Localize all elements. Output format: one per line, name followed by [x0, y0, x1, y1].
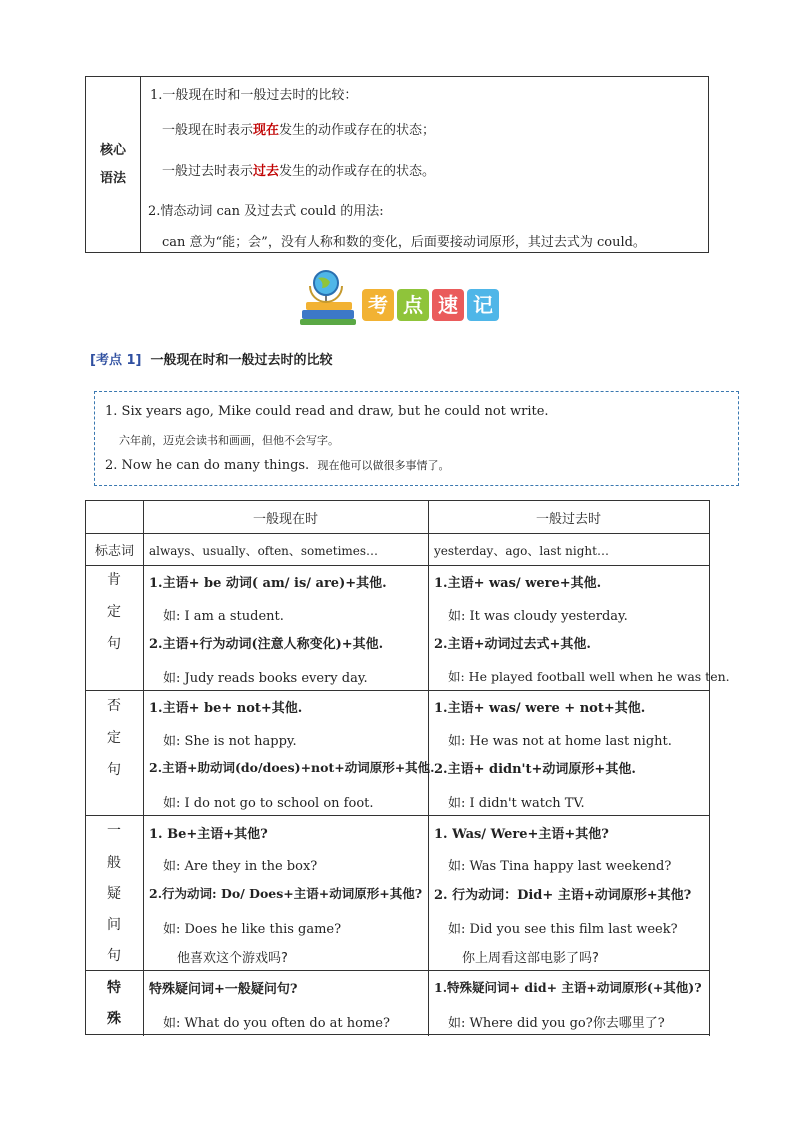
header-past: 一般过去时: [535, 512, 601, 527]
sp-label-1: 特: [107, 980, 121, 996]
neg-past-rule-1: 1.主语+ was/ were + not+其他.: [434, 701, 646, 716]
neg-past-example-2: 如: I didn't watch TV.: [448, 796, 585, 811]
neg-past-example-1: 如: He was not at home last night.: [448, 734, 672, 749]
globe-books-icon: [296, 266, 360, 328]
sp-label-2: 殊: [107, 1011, 121, 1027]
q-label-4: 问: [107, 917, 121, 933]
sp-present-rule-1: 特殊疑问词+一般疑问句?: [149, 982, 298, 997]
table-bottom-border: [86, 1034, 710, 1035]
q-present-example-2: 如: Does he like this game?: [163, 922, 342, 937]
row-divider-5: [86, 970, 710, 971]
example-1-cn: 六年前，迈克会读书和画画，但他不会写字。: [119, 434, 339, 447]
neg-label-1: 否: [107, 698, 121, 714]
banner-tile-2: 点: [397, 289, 429, 321]
core-grammar-box: [85, 76, 709, 253]
section-tag: [考点 1]: [90, 353, 142, 368]
header-present: 一般现在时: [252, 512, 318, 527]
kaodian-banner: [296, 266, 502, 328]
aff-label-1: 肯: [107, 572, 121, 588]
aff-past-rule-2: 2.主语+动词过去式+其他.: [434, 637, 591, 652]
q-present-rule-1: 1. Be+主语+其他?: [149, 827, 268, 842]
col-divider-1: [143, 501, 144, 1036]
neg-label-3: 句: [107, 762, 121, 778]
example-1-en: 1. Six years ago, Mike could read and draw, but he could not write.: [105, 404, 549, 419]
example-box: [94, 391, 739, 486]
markers-past: yesterday、ago、last night…: [434, 544, 609, 558]
q-label-1: 一: [107, 823, 121, 839]
core-line-5: can 意为“能；会”，没有人称和数的变化，后面要接动词原形，其过去式为 could。: [162, 235, 646, 250]
row-divider-2: [86, 565, 710, 566]
markers-present: always、usually、often、sometimes…: [149, 544, 379, 558]
sp-past-example-1: 如: Where did you go?你去哪里了?: [448, 1016, 665, 1031]
sp-present-example-1: 如: What do you often do at home?: [163, 1016, 390, 1031]
core-line-4: 2.情态动词 can 及过去式 could 的用法:: [148, 204, 384, 219]
markers-label: 标志词: [94, 544, 134, 559]
q-label-3: 疑: [107, 886, 121, 902]
example-2: 2. Now he can do many things. 现在他可以做很多事情了。: [105, 458, 450, 473]
banner-tile-3: 速: [432, 289, 464, 321]
core-label-top: 核心: [99, 143, 126, 158]
q-past-rule-2: 2. 行为动词：Did+ 主语+动词原形+其他?: [434, 888, 692, 903]
banner-tile-4: 记: [467, 289, 499, 321]
neg-present-example-2: 如: I do not go to school on foot.: [163, 796, 374, 811]
q-past-example-2: 如: Did you see this film last week?: [448, 922, 678, 937]
neg-present-rule-1: 1.主语+ be+ not+其他.: [149, 701, 303, 716]
comparison-table: [85, 500, 730, 1035]
neg-present-example-1: 如: She is not happy.: [163, 734, 297, 749]
section-heading: [90, 349, 333, 368]
aff-past-rule-1: 1.主语+ was/ were+其他.: [434, 576, 602, 591]
core-line-3: 一般过去时表示过去发生的动作或存在的状态。: [162, 164, 436, 179]
q-past-example-1: 如: Was Tina happy last weekend?: [448, 859, 672, 874]
aff-present-rule-1: 1.主语+ be 动词( am/ is/ are)+其他.: [149, 576, 387, 591]
aff-present-example-2: 如: Judy reads books every day.: [163, 671, 368, 686]
q-past-example-2-cn: 你上周看这部电影了吗?: [462, 951, 599, 966]
core-grammar-label-cell: [86, 77, 141, 252]
neg-past-rule-2: 2.主语+ didn't+动词原形+其他.: [434, 762, 636, 777]
core-label-bottom: 语法: [99, 171, 126, 186]
past-highlight: 过去: [253, 164, 280, 179]
core-line-2: 一般现在时表示现在发生的动作或存在的状态；: [162, 123, 436, 138]
row-divider-1: [86, 533, 710, 534]
neg-label-2: 定: [107, 730, 121, 746]
banner-tile-1: 考: [362, 289, 394, 321]
aff-label-2: 定: [107, 604, 121, 620]
q-present-rule-2: 2.行为动词: Do/ Does+主语+动词原形+其他?: [149, 886, 423, 901]
neg-present-rule-2: 2.主语+助动词(do/does)+not+动词原形+其他.: [149, 760, 435, 775]
aff-label-3: 句: [107, 636, 121, 652]
q-label-5: 句: [107, 948, 121, 964]
q-label-2: 般: [107, 855, 121, 871]
aff-past-example-2: 如: He played football well when he was ten.: [448, 669, 730, 684]
q-past-rule-1: 1. Was/ Were+主语+其他?: [434, 827, 609, 842]
aff-present-example-1: 如: I am a student.: [163, 609, 284, 624]
present-highlight: 现在: [253, 123, 280, 138]
core-line-1: 1.一般现在时和一般过去时的比较：: [150, 88, 358, 103]
aff-past-example-1: 如: It was cloudy yesterday.: [448, 609, 628, 624]
q-present-example-2-cn: 他喜欢这个游戏吗?: [177, 951, 288, 966]
row-divider-3: [86, 690, 710, 691]
section-title: 一般现在时和一般过去时的比较: [150, 353, 333, 368]
q-present-example-1: 如: Are they in the box?: [163, 859, 318, 874]
table-right-border: [709, 501, 710, 1036]
row-divider-4: [86, 815, 710, 816]
sp-past-rule-1: 1.特殊疑问词+ did+ 主语+动词原形(+其他)?: [434, 980, 702, 995]
aff-present-rule-2: 2.主语+行为动词(注意人称变化)+其他.: [149, 637, 384, 652]
